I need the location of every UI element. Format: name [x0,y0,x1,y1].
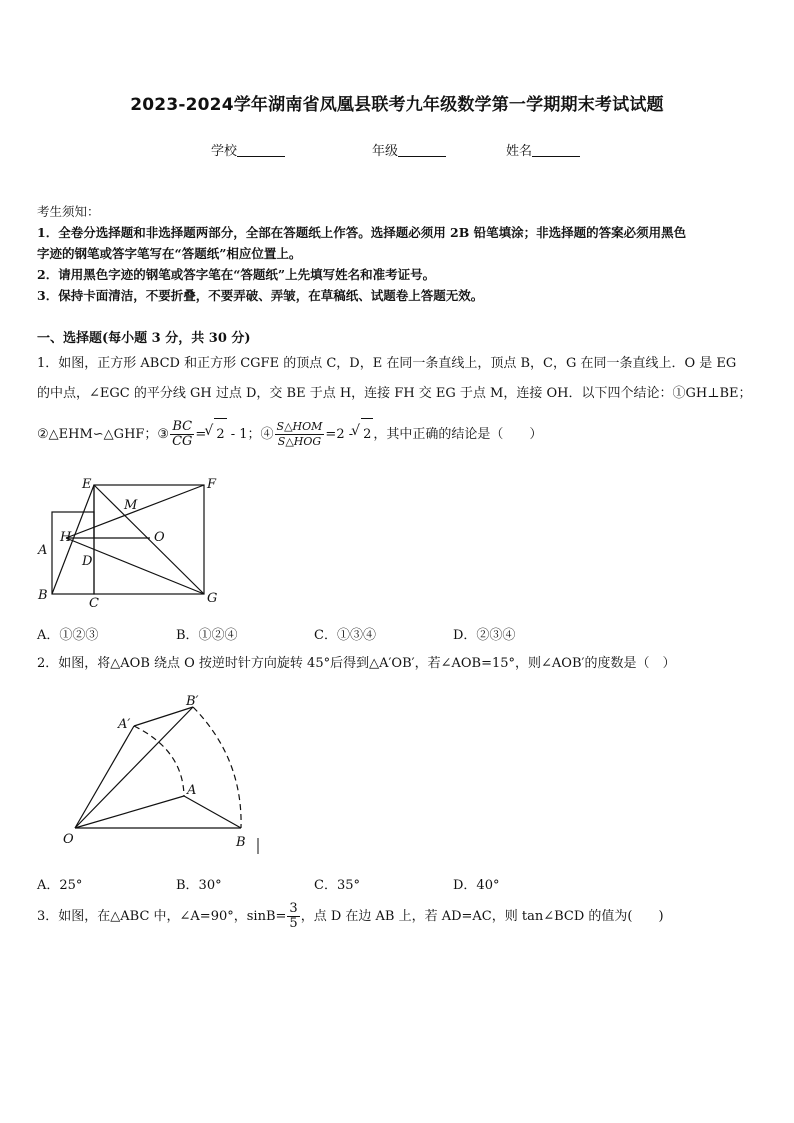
fraction-denominator: CG [172,434,193,449]
question-1-line-2: 的中点，∠EGC 的平分线 GH 过点 D，交 BE 于点 H，连接 FH 交 EG 于点 M，连接 OH．以下四个结论：①GH⊥BE； [37,386,752,401]
segment-eg [94,485,204,594]
q2-option-b[interactable]: B．30° [176,878,222,893]
fraction-denominator: 5 [289,916,298,931]
equals-sign: = [195,427,207,442]
label-a: A [187,783,197,798]
school-blank [237,144,285,157]
q1-option-c[interactable]: C．①③④ [314,628,376,643]
fraction-numerator: S△HOM [276,420,323,433]
sqrt-expression: √ 2 [214,418,226,451]
label-b: B [236,835,246,850]
arc-a-to-a-prime [134,726,184,796]
grade-field [372,140,446,159]
question-2-text: 2．如图，将△AOB 绕点 O 按逆时针方向旋转 45°后得到△A′OB′，若∠AOB=15°，则∠AOB′的度数是（ ） [37,656,676,671]
section-heading: 一、选择题(每小题 3 分，共 30 分) [37,331,251,346]
grade-blank [398,144,446,157]
notes-item-1a: 1．全卷分选择题和非选择题两部分，全部在答题纸上作答。选择题必须用 2B 铅笔填涂；非选择题的答案必须用黑色 [37,225,687,240]
notes-item-3: 3．保持卡面清洁，不要折叠，不要弄破、弄皱，在草稿纸、试题卷上答题无效。 [37,288,484,303]
label-c: C [89,596,99,611]
name-field [506,140,580,159]
label-a: A [38,543,48,558]
school-label: 学校 [211,144,238,159]
arc-b-to-b-prime [193,707,241,828]
q1-option-b[interactable]: B．①②④ [176,628,238,643]
exam-notes [37,201,759,306]
page-title: 2023-2024学年湖南省凤凰县联考九年级数学第一学期期末考试试题 [130,95,664,115]
fraction-numerator: BC [170,420,194,435]
q2-option-c[interactable]: C．35° [314,878,360,893]
q2-option-a[interactable]: A．25° [37,878,83,893]
label-h: H [60,530,72,545]
label-a-prime: A′ [118,717,131,732]
question-2-figure [55,688,285,858]
label-b: B [38,588,48,603]
q1-option-d[interactable]: D．②③④ [453,628,516,643]
segment-ob-prime [75,707,193,828]
fraction-denominator: S△HOG [277,435,322,448]
segment-be [52,485,94,594]
question-3-pre: 3．如图，在△ABC 中，∠A=90°，sinB= [37,909,287,924]
label-o: O [63,832,74,847]
school-field [211,140,285,159]
label-f: F [207,477,217,492]
label-o: O [154,530,165,545]
q2-option-d[interactable]: D．40° [453,878,500,893]
name-blank [532,144,580,157]
question-1-line-1: 1．如图，正方形 ABCD 和正方形 CGFE 的顶点 C，D，E 在同一条直线上，顶点 B，C，G 在同一条直线上．O 是 EG [37,356,737,371]
question-1-line-3 [37,418,759,451]
conclusion-2: ②△EHM∽△GHF；③ [37,427,170,442]
name-label: 姓名 [506,144,533,159]
question-3-text [37,900,759,934]
notes-item-1b: 字迹的钢笔或答字笔写在“答题纸”相应位置上。 [37,246,302,261]
fraction-area-ratio [275,420,325,449]
label-b-prime: B′ [186,694,199,709]
notes-heading: 考生须知： [37,204,100,219]
sqrt-expression: √ 2 [361,418,373,451]
segment-ab [184,796,241,828]
conclusion-4-tail: ，其中正确的结论是（ ） [373,427,543,442]
notes-item-2: 2．请用黑色字迹的钢笔或答字笔在“答题纸”上先填写姓名和准考证号。 [37,267,436,282]
question-3-post: ，点 D 在边 AB 上，若 AD=AC，则 tan∠BCD 的值为( ) [300,909,664,924]
grade-label: 年级 [372,144,399,159]
label-e: E [82,477,92,492]
fraction-three-fifths [287,902,299,931]
label-d: D [82,554,93,569]
fraction-numerator: 3 [289,901,298,916]
question-1-figure [30,472,230,612]
label-g: G [207,591,218,606]
conclusion-4-eq: =2 - [325,427,354,442]
fraction-bc-cg [170,420,194,449]
square-abcd [52,512,94,594]
label-m: M [124,498,138,513]
q1-option-a[interactable]: A．①②③ [37,628,99,643]
conclusion-3-tail: - 1；④ [226,427,274,442]
